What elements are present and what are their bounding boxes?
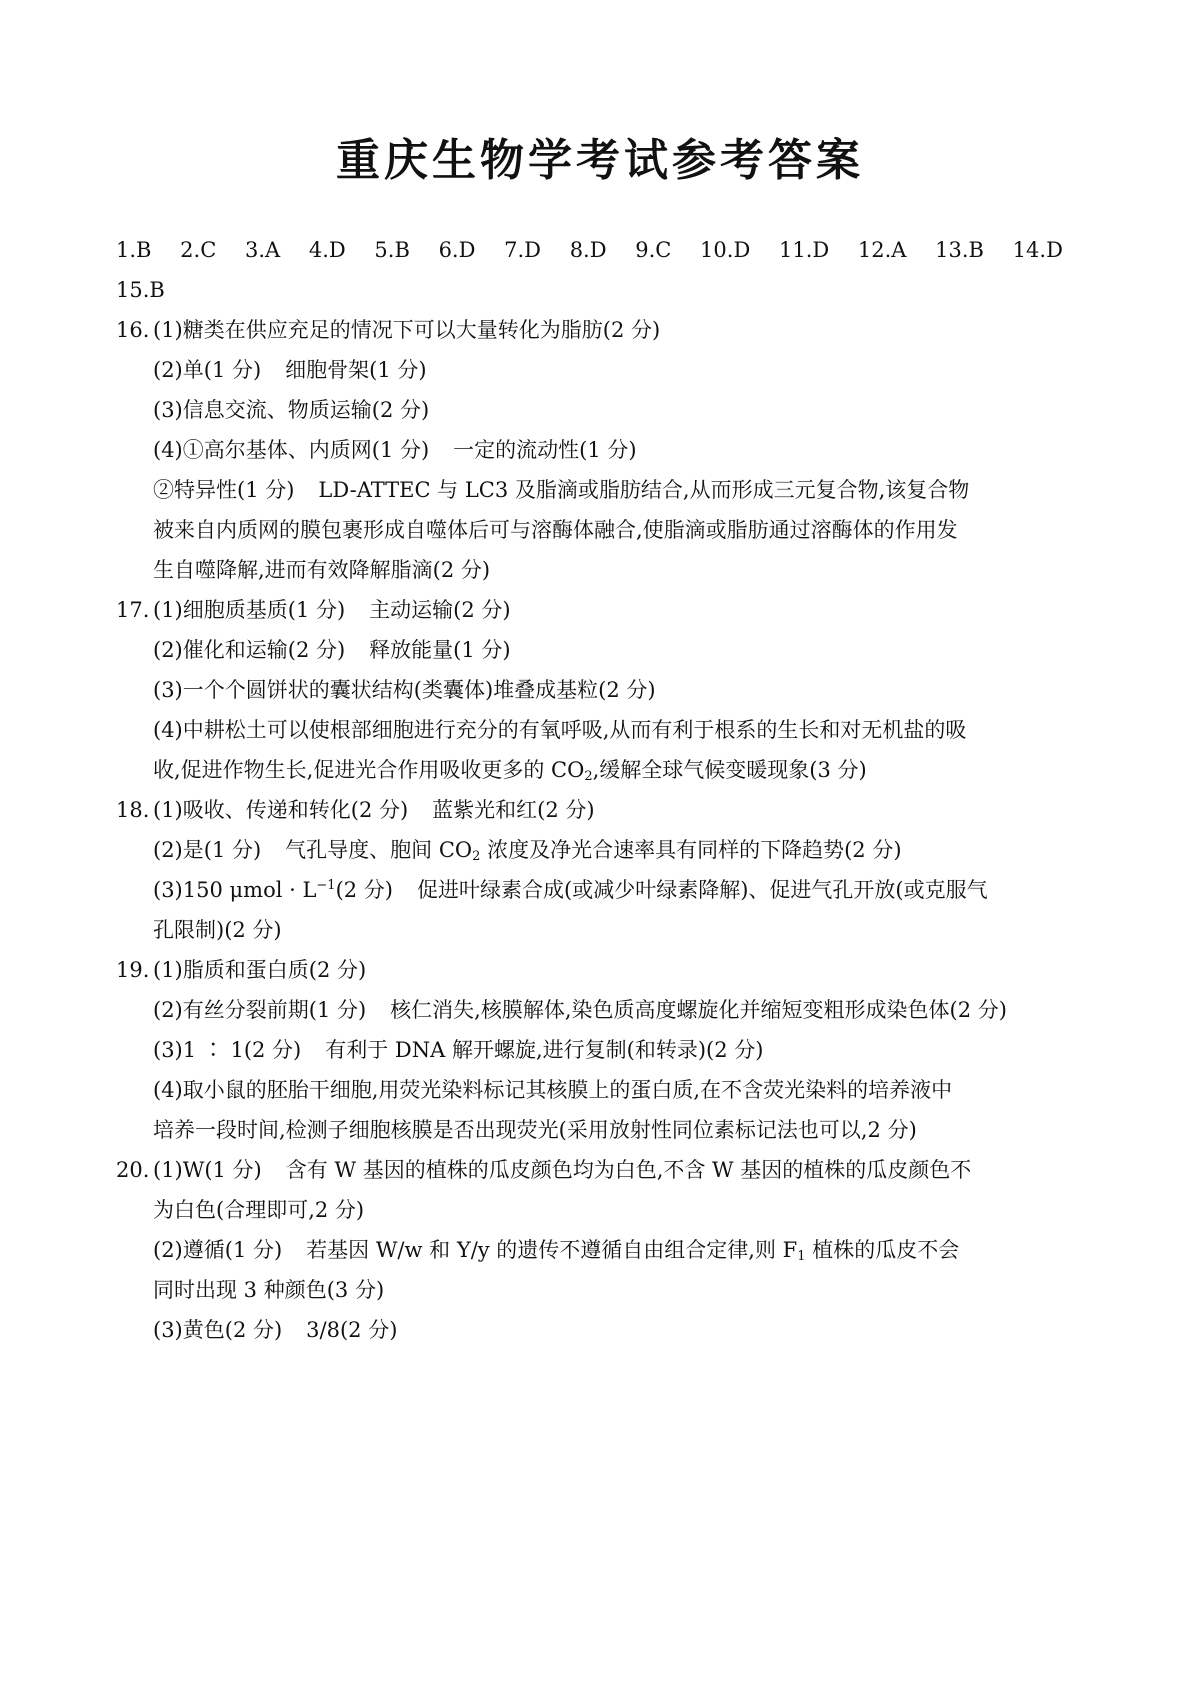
answer-line bbox=[153, 1030, 1106, 1070]
answer-content bbox=[116, 230, 1106, 1350]
answer-line: (4)取小鼠的胚胎干细胞,用荧光染料标记其核膜上的蛋白质,在不含荧光染料的培养液中 bbox=[153, 1078, 953, 1102]
question-number: 20. bbox=[116, 1158, 150, 1182]
answer-line: 同时出现 3 种颜色(3 分) bbox=[153, 1278, 385, 1302]
answer-part: 主动运输(2 分) bbox=[369, 598, 511, 622]
answer-part: ②特异性(1 分) bbox=[153, 478, 295, 502]
answer-line: 被来自内质网的膜包裹形成自噬体后可与溶酶体融合,使脂滴或脂肪通过溶酶体的作用发 bbox=[153, 518, 958, 542]
mc-answer: 8.D bbox=[569, 238, 607, 262]
answer-part: 含有 W 基因的植株的瓜皮颜色均为白色,不含 W 基因的植株的瓜皮颜色不 bbox=[285, 1158, 972, 1182]
answer-line bbox=[153, 590, 1106, 630]
mc-answers-row-2 bbox=[116, 270, 1106, 310]
answer-part: 核仁消失,核膜解体,染色质高度螺旋化并缩短变粗形成染色体(2 分) bbox=[390, 998, 1007, 1022]
answer-line: (1)脂质和蛋白质(2 分) bbox=[153, 958, 367, 982]
answer-part: (1)细胞质基质(1 分) bbox=[153, 598, 346, 622]
subscript: 1 bbox=[797, 1249, 806, 1264]
answer-part: (1)吸收、传递和转化(2 分) bbox=[153, 798, 409, 822]
mc-answers-row bbox=[116, 230, 1106, 270]
question-18 bbox=[116, 790, 1106, 950]
answer-line: (3)信息交流、物质运输(2 分) bbox=[153, 398, 430, 422]
answer-part: 一定的流动性(1 分) bbox=[453, 438, 637, 462]
answer-line bbox=[153, 470, 1106, 510]
answer-part: 气孔导度、胞间 CO bbox=[285, 838, 473, 862]
mc-answer: 6.D bbox=[438, 238, 476, 262]
answer-part: (3)150 μmol · L bbox=[153, 878, 317, 902]
question-16 bbox=[116, 310, 1106, 590]
mc-answer: 14.D bbox=[1012, 238, 1063, 262]
answer-line: 培养一段时间,检测子细胞核膜是否出现荧光(采用放射性同位素标记法也可以,2 分) bbox=[153, 1118, 917, 1142]
answer-part: 3/8(2 分) bbox=[306, 1318, 398, 1342]
mc-answer: 3.A bbox=[244, 238, 281, 262]
answer-part: 若基因 W/w 和 Y/y 的遗传不遵循自由组合定律,则 F bbox=[306, 1238, 798, 1262]
answer-part: (2)遵循(1 分) bbox=[153, 1238, 283, 1262]
answer-part: (2)有丝分裂前期(1 分) bbox=[153, 998, 367, 1022]
page-title: 重庆生物学考试参考答案 bbox=[336, 135, 864, 186]
question-17 bbox=[116, 590, 1106, 790]
mc-answer: 1.B bbox=[116, 238, 152, 262]
answer-part: (3)黄色(2 分) bbox=[153, 1318, 283, 1342]
answer-part: (2)是(1 分) bbox=[153, 838, 262, 862]
answer-part: 蓝紫光和红(2 分) bbox=[432, 798, 595, 822]
answer-line bbox=[153, 1230, 1106, 1270]
question-number: 16. bbox=[116, 318, 150, 342]
answer-part: ,缓解全球气候变暖现象(3 分) bbox=[592, 758, 867, 782]
mc-answer: 5.B bbox=[374, 238, 410, 262]
mc-answer: 15.B bbox=[116, 278, 165, 302]
answer-part: (4)①高尔基体、内质网(1 分) bbox=[153, 438, 430, 462]
question-number: 19. bbox=[116, 958, 150, 982]
answer-part: 细胞骨架(1 分) bbox=[285, 358, 427, 382]
superscript: −1 bbox=[316, 878, 336, 893]
subscript: 2 bbox=[584, 769, 593, 784]
answer-part: 浓度及净光合速率具有同样的下降趋势(2 分) bbox=[480, 838, 902, 862]
answer-line: (3)一个个圆饼状的囊状结构(类囊体)堆叠成基粒(2 分) bbox=[153, 678, 656, 702]
question-number: 18. bbox=[116, 798, 150, 822]
answer-part: (2)单(1 分) bbox=[153, 358, 262, 382]
answer-part: (3)1 ∶ 1(2 分) bbox=[153, 1038, 302, 1062]
mc-answer: 4.D bbox=[308, 238, 346, 262]
answer-line bbox=[153, 870, 1106, 910]
mc-answer: 2.C bbox=[180, 238, 217, 262]
answer-line bbox=[153, 790, 1106, 830]
answer-line bbox=[153, 990, 1106, 1030]
answer-line bbox=[153, 430, 1106, 470]
mc-answer: 9.C bbox=[635, 238, 672, 262]
mc-answer: 13.B bbox=[935, 238, 984, 262]
answer-line bbox=[153, 1150, 1106, 1190]
answer-line bbox=[153, 1310, 1106, 1350]
answer-part: (2)催化和运输(2 分) bbox=[153, 638, 346, 662]
answer-part: 有利于 DNA 解开螺旋,进行复制(和转录)(2 分) bbox=[325, 1038, 764, 1062]
answer-line: 为白色(合理即可,2 分) bbox=[153, 1198, 365, 1222]
answer-line: 孔限制)(2 分) bbox=[153, 918, 282, 942]
answer-part: 收,促进作物生长,促进光合作用吸收更多的 CO bbox=[153, 758, 585, 782]
mc-answer: 7.D bbox=[504, 238, 541, 262]
answer-part: LD-ATTEC 与 LC3 及脂滴或脂肪结合,从而形成三元复合物,该复合物 bbox=[318, 478, 970, 502]
answer-part: 植株的瓜皮不会 bbox=[805, 1238, 960, 1262]
question-number: 17. bbox=[116, 598, 150, 622]
answer-part: 释放能量(1 分) bbox=[369, 638, 511, 662]
answer-part: (1)W(1 分) bbox=[153, 1158, 262, 1182]
answer-part: (2 分) bbox=[335, 878, 393, 902]
question-20 bbox=[116, 1150, 1106, 1350]
answer-line: 生自噬降解,进而有效降解脂滴(2 分) bbox=[153, 558, 491, 582]
answer-line: (1)糖类在供应充足的情况下可以大量转化为脂肪(2 分) bbox=[153, 318, 661, 342]
mc-answer: 12.A bbox=[857, 238, 907, 262]
subscript: 2 bbox=[472, 849, 481, 864]
answer-line bbox=[153, 630, 1106, 670]
answer-line: (4)中耕松土可以使根部细胞进行充分的有氧呼吸,从而有利于根系的生长和对无机盐的吸 bbox=[153, 718, 967, 742]
mc-answer: 10.D bbox=[700, 238, 751, 262]
mc-answer: 11.D bbox=[778, 238, 830, 262]
answer-line bbox=[153, 750, 1106, 790]
question-19 bbox=[116, 950, 1106, 1150]
answer-line bbox=[153, 350, 1106, 390]
answer-line bbox=[153, 830, 1106, 870]
answer-part: 促进叶绿素合成(或减少叶绿素降解)、促进气孔开放(或克服气 bbox=[417, 878, 988, 902]
